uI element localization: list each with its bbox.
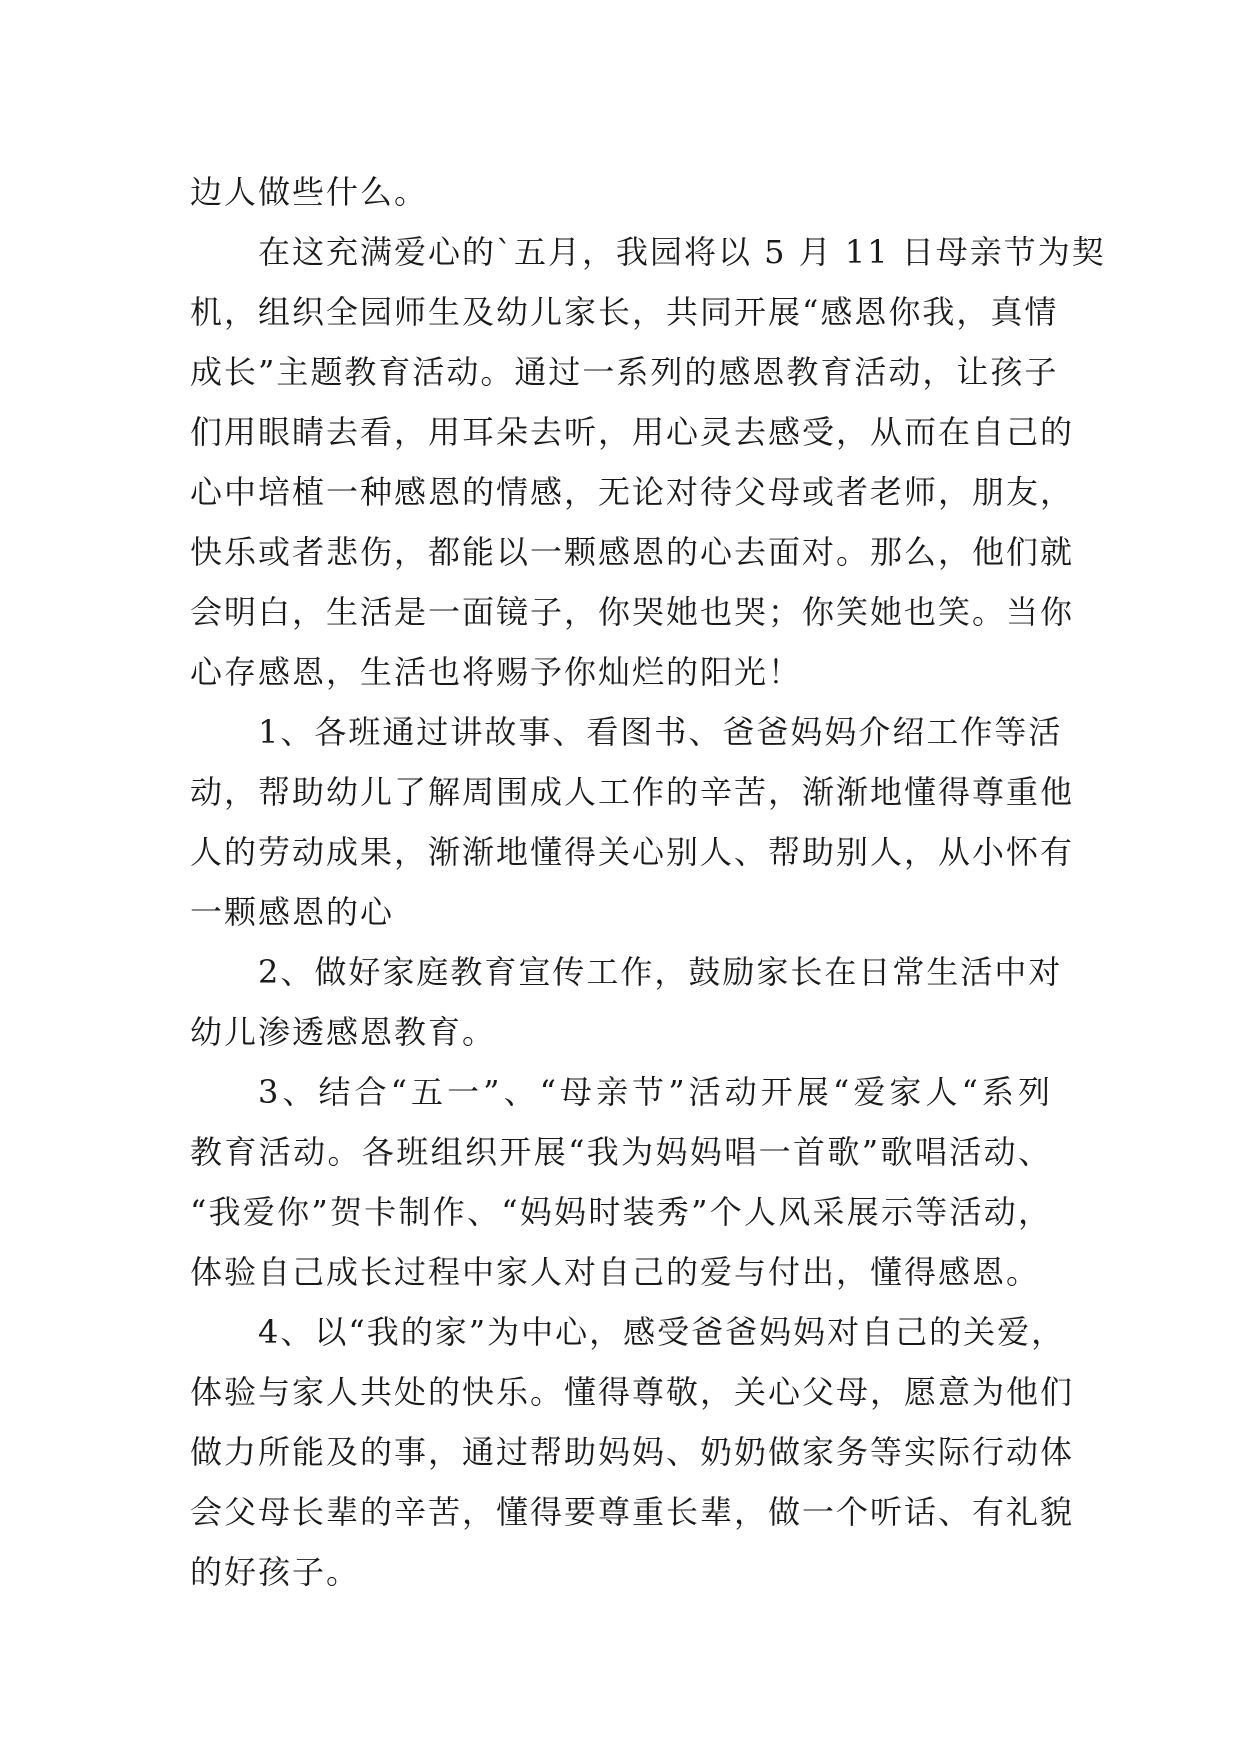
text-line: 心存感恩，生活也将赐予你灿烂的阳光！: [190, 653, 803, 691]
text-line: 教育活动。各班组织开展“我为妈妈唱一首歌”歌唱活动、: [190, 1133, 1052, 1171]
text-line: 一颗感恩的心: [190, 893, 395, 931]
text-line: 做力所能及的事，通过帮助妈妈、奶奶做家务等实际行动体: [190, 1433, 1075, 1471]
paragraph-item-3: [190, 1062, 1052, 1302]
text-line: 动，帮助幼儿了解周围成人工作的辛苦，渐渐地懂得尊重他: [190, 773, 1075, 811]
text-line: 们用眼睛去看，用耳朵去听，用心灵去感受，从而在自己的: [190, 413, 1075, 451]
text-line: 体验与家人共处的快乐。懂得尊敬，关心父母，愿意为他们: [190, 1373, 1075, 1411]
text-line: 人的劳动成果，渐渐地懂得关心别人、帮助别人，从小怀有: [190, 833, 1075, 871]
paragraph-item-4: [190, 1302, 1075, 1602]
text-line: 幼儿渗透感恩教育。: [190, 1013, 497, 1051]
paragraph-item-2: [190, 942, 1063, 1062]
paragraph-item-1: [190, 702, 1075, 942]
text-line: 成长”主题教育活动。通过一系列的感恩教育活动，让孩子: [190, 353, 1059, 391]
paragraph-mothers-day-intro: [190, 222, 1106, 702]
paragraph-continuation: [190, 162, 1052, 222]
text-line: 会父母长辈的辛苦，懂得要尊重长辈，做一个听话、有礼貌: [190, 1493, 1075, 1531]
text-line: 心中培植一种感恩的情感，无论对待父母或者老师，朋友，: [190, 473, 1075, 511]
text-line: 1、各班通过讲故事、看图书、爸爸妈妈介绍工作等活: [258, 713, 1063, 751]
text-line: 3、结合“五一”、“母亲节”活动开展“爱家人“系列: [258, 1073, 1052, 1111]
text-line: 快乐或者悲伤，都能以一颗感恩的心去面对。那么，他们就: [190, 533, 1075, 571]
text-line: 在这充满爱心的`五月，我园将以 5 月 11 日母亲节为契: [258, 233, 1106, 271]
text-line: 4、以“我的家”为中心，感受爸爸妈妈对自己的关爱，: [258, 1313, 1066, 1351]
text-line: 机，组织全园师生及幼儿家长，共同开展“感恩你我，真情: [190, 293, 1059, 331]
document-body: [190, 162, 1106, 1602]
text-line: 2、做好家庭教育宣传工作，鼓励家长在日常生活中对: [258, 953, 1063, 991]
text-line: 会明白，生活是一面镜子，你哭她也哭；你笑她也笑。当你: [190, 593, 1075, 631]
text-line: 边人做些什么。: [190, 173, 429, 211]
text-line: 的好孩子。: [190, 1553, 361, 1591]
text-line: “我爱你”贺卡制作、“妈妈时装秀”个人风采展示等活动，: [190, 1193, 1052, 1231]
text-line: 体验自己成长过程中家人对自己的爱与付出，懂得感恩。: [190, 1253, 1041, 1291]
